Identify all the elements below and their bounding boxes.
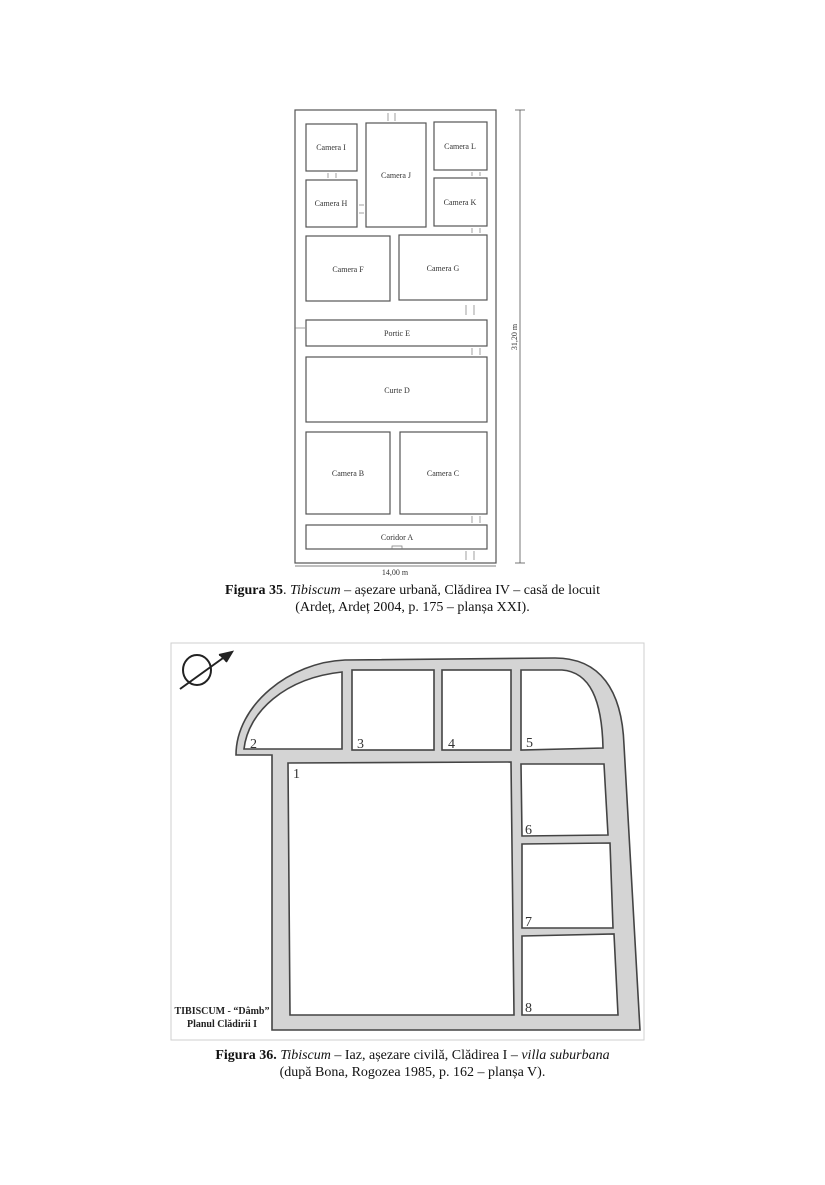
room-label-8: 8 [525,1001,532,1016]
figure-36-caption [0,1047,825,1081]
figure-35-caption [0,582,825,616]
caption-36-italic: villa suburbana [521,1048,610,1063]
room-7 [522,843,613,928]
label-camera-g: Camera G [426,264,460,273]
room-6 [521,764,608,836]
label-camera-j: Camera J [381,171,411,180]
caption-35-label: Figura 35 [225,583,283,598]
caption-35-site: Tibiscum [289,583,341,598]
caption-35-line2: (Ardeț, Ardeț 2004, p. 175 – planșa XXI). [295,600,530,615]
label-camera-l: Camera L [444,142,476,151]
caption-35-sep: . [282,583,290,598]
label-portic-e: Portic E [384,329,410,338]
label-curte-d: Curte D [384,386,410,395]
room-label-4: 4 [448,737,455,752]
caption-36-site: Tibiscum [280,1048,331,1063]
caption-36-text: – Iaz, așezare civilă, Clădirea I – [330,1048,522,1063]
caption-35-line1 [0,582,825,599]
caption-36-label: Figura 36. [215,1048,277,1063]
room-8 [522,934,618,1015]
label-camera-c: Camera C [426,469,460,478]
room-3 [352,670,434,750]
label-coridor-a: Coridor A [380,533,414,542]
label-camera-i: Camera I [316,143,346,152]
room-label-6: 6 [525,823,532,838]
label-camera-h: Camera H [314,199,348,208]
plate-subtitle: Planul Clădirii I [186,1019,258,1030]
caption-36-line1 [0,1047,825,1064]
dimension-width-label: 14,00 m [381,568,409,577]
figure-35-plan [285,100,535,580]
room-label-7: 7 [525,915,532,930]
caption-36-line2: (după Bona, Rogozea 1985, p. 162 – planșa V). [279,1065,546,1080]
label-camera-k: Camera K [443,198,477,207]
room-label-2: 2 [250,737,257,752]
plate-title: TIBISCUM - “Dâmb” [174,1006,270,1017]
figure-36-plan [170,642,646,1042]
room-label-3: 3 [357,737,364,752]
dimension-height-label: 31,20 m [510,323,519,351]
room-label-5: 5 [526,736,533,751]
room-1 [288,762,514,1015]
room-label-1: 1 [293,767,300,782]
label-camera-f: Camera F [332,265,364,274]
caption-35-text: – așezare urbană, Clădirea IV – casă de locuit [340,583,600,598]
label-camera-b: Camera B [331,469,365,478]
